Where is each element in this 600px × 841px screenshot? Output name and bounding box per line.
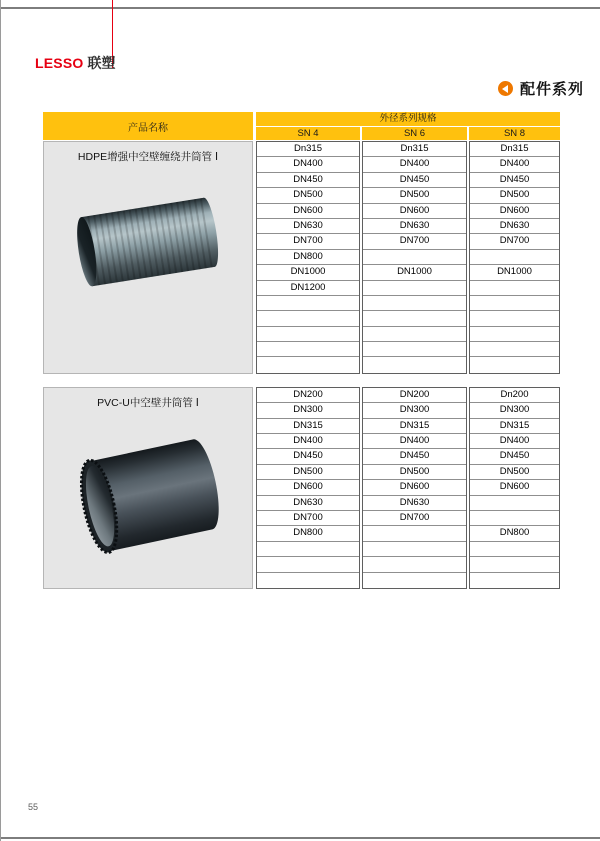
spec-cell: DN500 — [363, 465, 466, 480]
spec-cell — [257, 542, 359, 557]
spec-cell: DN400 — [363, 157, 466, 172]
product-name-header: 产品名称 — [43, 112, 253, 140]
spec-cell — [470, 311, 559, 326]
spec-cell — [470, 573, 559, 588]
brand-logo — [35, 53, 115, 73]
spec-cell: DN450 — [470, 449, 559, 464]
spec-cell — [470, 496, 559, 511]
spec-cell: DN600 — [257, 480, 359, 495]
spec-cell: DN700 — [257, 511, 359, 526]
spec-cell: DN315 — [470, 419, 559, 434]
spec-cell: DN450 — [363, 449, 466, 464]
sn-header-row — [256, 127, 560, 140]
spec-cell: DN400 — [470, 157, 559, 172]
spec-cell — [470, 511, 559, 526]
spec-cell — [257, 327, 359, 342]
left-triangle-icon — [498, 81, 513, 96]
spec-cell: DN1000 — [257, 265, 359, 280]
spec-cell: DN300 — [470, 403, 559, 418]
product-sections — [43, 141, 560, 589]
spec-cell — [363, 250, 466, 265]
spec-cell: DN400 — [470, 434, 559, 449]
spec-cell — [257, 357, 359, 372]
page-number: 55 — [28, 802, 39, 812]
spec-cell: DN500 — [257, 465, 359, 480]
logo-lesso-text: LESSO — [35, 55, 84, 71]
product-name: PVC-U中空壁井筒管 Ⅰ — [97, 396, 199, 409]
spec-cell: DN600 — [470, 204, 559, 219]
product-section — [43, 387, 560, 589]
section-title — [498, 78, 584, 99]
spec-cell: DN630 — [470, 219, 559, 234]
spec-cell — [363, 357, 466, 372]
spec-columns — [256, 141, 560, 374]
spec-column — [469, 141, 560, 374]
spec-cell: Dn315 — [257, 142, 359, 157]
spec-cell — [470, 542, 559, 557]
outer-diameter-spec-header: 外径系列规格 — [256, 112, 560, 126]
product-section — [43, 141, 560, 374]
spec-cell: DN450 — [257, 173, 359, 188]
spec-cell: DN700 — [257, 234, 359, 249]
spec-cell — [470, 250, 559, 265]
spec-cell: DN1000 — [470, 265, 559, 280]
spec-cell: DN500 — [470, 465, 559, 480]
spec-cell: DN700 — [363, 234, 466, 249]
spec-cell — [363, 281, 466, 296]
spec-cell: DN400 — [257, 434, 359, 449]
spec-column — [256, 387, 360, 589]
spec-cell: DN450 — [363, 173, 466, 188]
spec-cell — [363, 526, 466, 541]
spec-cell — [470, 357, 559, 372]
spec-cell: DN800 — [257, 526, 359, 541]
spec-cell: DN800 — [470, 526, 559, 541]
spec-cell: DN600 — [363, 480, 466, 495]
spec-cell: DN630 — [363, 219, 466, 234]
spec-cell: DN450 — [470, 173, 559, 188]
sn-column-header: SN 4 — [256, 127, 360, 140]
spec-cell — [363, 311, 466, 326]
spec-cell: DN500 — [470, 188, 559, 203]
sn-column-header: SN 6 — [362, 127, 467, 140]
spec-cell: DN630 — [363, 496, 466, 511]
spec-cell — [363, 557, 466, 572]
spec-cell: Dn315 — [363, 142, 466, 157]
product-name: HDPE增强中空壁缠绕井筒管 Ⅰ — [77, 151, 219, 163]
pvc-smooth-pipe-image — [58, 426, 238, 566]
spec-cell — [257, 296, 359, 311]
spec-cell — [257, 311, 359, 326]
spec-cell — [257, 342, 359, 357]
spec-cell — [363, 573, 466, 588]
spec-cell: Dn200 — [470, 388, 559, 403]
spec-column — [362, 141, 467, 374]
table-header — [43, 112, 560, 140]
spec-cell: DN500 — [257, 188, 359, 203]
bottom-divider — [1, 837, 600, 839]
spec-cell — [363, 296, 466, 311]
top-divider — [1, 7, 600, 9]
spec-columns — [256, 387, 560, 589]
spec-cell: DN400 — [363, 434, 466, 449]
spec-cell: DN600 — [363, 204, 466, 219]
sn-column-header: SN 8 — [469, 127, 560, 140]
spec-cell — [363, 342, 466, 357]
spec-cell: DN200 — [363, 388, 466, 403]
spec-cell — [470, 281, 559, 296]
spec-cell: DN315 — [363, 419, 466, 434]
spec-cell: DN500 — [363, 188, 466, 203]
spec-column — [256, 141, 360, 374]
logo-chinese-text: 联塑 — [87, 55, 116, 71]
spec-cell — [257, 557, 359, 572]
spec-table — [43, 112, 560, 589]
spec-cell: DN300 — [257, 403, 359, 418]
spec-cell — [363, 327, 466, 342]
section-title-text: 配件系列 — [519, 81, 584, 98]
spec-cell: DN315 — [257, 419, 359, 434]
spec-cell: DN450 — [257, 449, 359, 464]
spec-cell: DN630 — [257, 219, 359, 234]
product-cell — [43, 141, 253, 374]
product-cell — [43, 387, 253, 589]
spec-cell: DN700 — [363, 511, 466, 526]
spec-column — [469, 387, 560, 589]
spec-cell — [257, 573, 359, 588]
spec-cell: DN400 — [257, 157, 359, 172]
spec-cell: DN600 — [470, 480, 559, 495]
spec-cell: DN800 — [257, 250, 359, 265]
spec-column — [362, 387, 467, 589]
spec-cell — [470, 342, 559, 357]
spec-cell: DN1000 — [363, 265, 466, 280]
hdpe-spiral-pipe-image — [62, 192, 234, 292]
spec-cell: DN630 — [257, 496, 359, 511]
spec-cell: DN300 — [363, 403, 466, 418]
spec-cell: Dn315 — [470, 142, 559, 157]
spec-cell — [470, 557, 559, 572]
spec-cell: DN600 — [257, 204, 359, 219]
spec-header-group — [256, 112, 560, 140]
spec-cell: DN200 — [257, 388, 359, 403]
spec-cell — [470, 296, 559, 311]
spec-cell: DN700 — [470, 234, 559, 249]
spec-cell — [363, 542, 466, 557]
spec-cell: DN1200 — [257, 281, 359, 296]
spec-cell — [470, 327, 559, 342]
